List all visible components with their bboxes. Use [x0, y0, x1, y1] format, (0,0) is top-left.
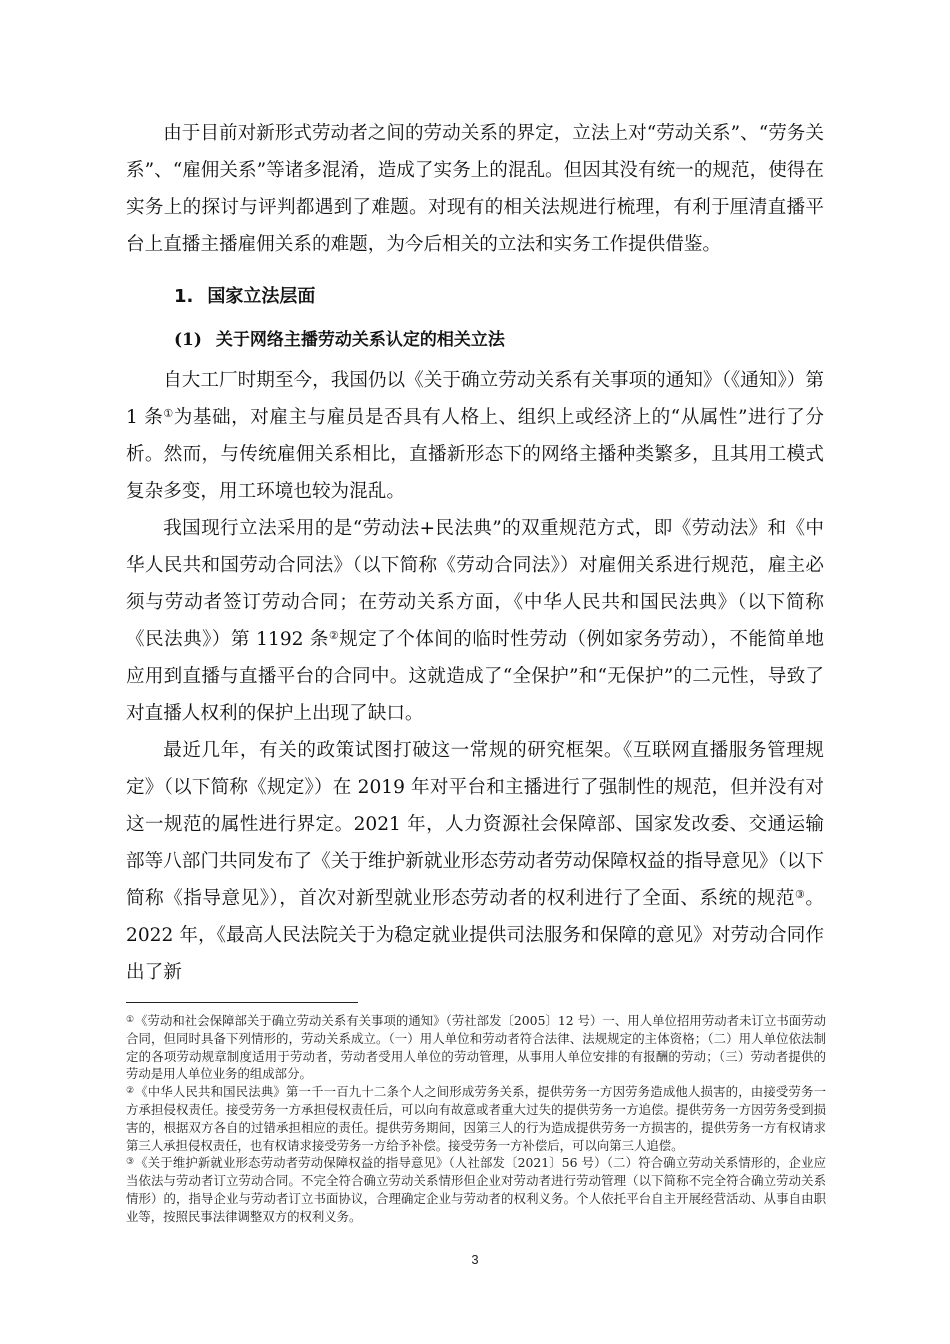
- footnote-separator: [126, 1002, 358, 1003]
- intro-text-block: [126, 115, 824, 263]
- footnote-ref[interactable]: ①: [163, 407, 174, 420]
- paragraph-text: 最近几年，有关的政策试图打破这一常规的研究框架。《互联网直播服务管理规定》（以下简称《规定》）在 2019 年对平台和主播进行了强制性的规范，但并没有对这一规范的属性进行界定。2021 年，人力资源社会保障部、国家发改委、交通运输部等八部门共同发布了《关于维护新就业形态劳动者劳动保障权益的指导意见》（以下简称《指导意见》），首次对新型就业形态劳动者的权利进行了全面、系统的规范: [126, 740, 824, 909]
- footnote: [126, 1154, 826, 1225]
- footnote-mark: ①: [126, 1015, 135, 1025]
- body-paragraph: [126, 362, 824, 510]
- paragraph-text: 自大工厂时期至今，我国仍以《关于确立劳动关系有关事项的通知》（《通知》）第 1 条: [126, 370, 824, 428]
- paragraph-text: 。2022 年，《最高人民法院关于为稳定就业提供司法服务和保障的意见》对劳动合同作出了新: [126, 888, 824, 983]
- footnote-mark: ③: [126, 1157, 135, 1168]
- footnote-mark: ②: [126, 1086, 135, 1097]
- footnote-ref[interactable]: ③: [795, 888, 806, 901]
- footnote: [126, 1083, 826, 1154]
- footnote-text: 《关于维护新就业形态劳动者劳动保障权益的指导意见》（人社部发〔2021〕56 号）（二）符合确立劳动关系情形的，企业应当依法与劳动者订立劳动合同。不完全符合确立劳动关系情形但企业对劳动者进行劳动管理（以下简称不完全符合确立劳动关系情形）的，指导企业与劳动者订立书面协议，合理确定企业与劳动者的权利义务。个人依托平台自主开展经营活动、从事自由职业等，按照民事法律调整双方的权利义务。: [126, 1155, 826, 1224]
- paragraph-text: 为基础，对雇主与雇员是否具有人格上、组织上或经济上的“从属性”进行了分析。然而，与传统雇佣关系相比，直播新形态下的网络主播种类繁多，且其用工模式复杂多变，用工环境也较为混乱。: [126, 407, 824, 502]
- paragraph-text: 规定了个体间的临时性劳动（例如家务劳动），不能简单地应用到直播与直播平台的合同中。这就造成了“全保护”和“无保护”的二元性，导致了对直播人权利的保护上出现了缺口。: [126, 629, 824, 724]
- footnote-text: 《中华人民共和国民法典》第一千一百九十二条个人之间形成劳务关系，提供劳务一方因劳务造成他人损害的，由接受劳务一方承担侵权责任。接受劳务一方承担侵权责任后，可以向有故意或者重大过失的提供劳务一方追偿。提供劳务一方因劳务受到损害的，根据双方各自的过错承担相应的责任。提供劳务期间，因第三人的行为造成提供劳务一方损害的，提供劳务一方有权请求第三人承担侵权责任，也有权请求接受劳务一方给予补偿。接受劳务一方补偿后，可以向第三人追偿。: [126, 1084, 826, 1153]
- subsection-heading-number: (1): [174, 330, 202, 350]
- footnotes: [126, 1012, 826, 1226]
- footnote: [126, 1012, 826, 1083]
- footnote-text: 《劳动和社会保障部关于确立劳动关系有关事项的通知》（劳社部发〔2005〕12 号）一、用人单位招用劳动者未订立书面劳动合同，但同时具备下列情形的，劳动关系成立。（一）用人单位和劳动者符合法律、法规规定的主体资格；（二）用人单位依法制定的各项劳动规章制度适用于劳动者，劳动者受用人单位的劳动管理，从事用人单位安排的有报酬的劳动；（三）劳动者提供的劳动是用人单位业务的组成部分。: [126, 1013, 826, 1082]
- page-number: 3: [471, 1252, 479, 1267]
- main-text-block: [126, 362, 824, 991]
- subsection-heading-text: 关于网络主播劳动关系认定的相关立法: [215, 330, 505, 350]
- section-heading-text: 国家立法层面: [207, 286, 316, 307]
- intro-paragraph: 由于目前对新形式劳动者之间的劳动关系的界定，立法上对“劳动关系”、“劳务关系”、“雇佣关系”等诸多混淆，造成了实务上的混乱。但因其没有统一的规范，使得在实务上的探讨与评判都遇到了难题。对现有的相关法规进行梳理，有利于厘清直播平台上直播主播雇佣关系的难题，为今后相关的立法和实务工作提供借鉴。: [126, 123, 824, 255]
- section-heading: [174, 283, 315, 311]
- section-heading-number: 1.: [174, 286, 194, 307]
- body-paragraph: [126, 732, 824, 991]
- paragraph-text: 我国现行立法采用的是“劳动法+民法典”的双重规范方式，即《劳动法》和《中华人民共和国劳动合同法》（以下简称《劳动合同法》）对雇佣关系进行规范，雇主必须与劳动者签订劳动合同；在劳动关系方面，《中华人民共和国民法典》（以下简称《民法典》）第 1192 条: [126, 518, 824, 650]
- footnote-ref[interactable]: ②: [328, 629, 340, 642]
- body-paragraph: [126, 510, 824, 732]
- subsection-heading: [174, 327, 505, 353]
